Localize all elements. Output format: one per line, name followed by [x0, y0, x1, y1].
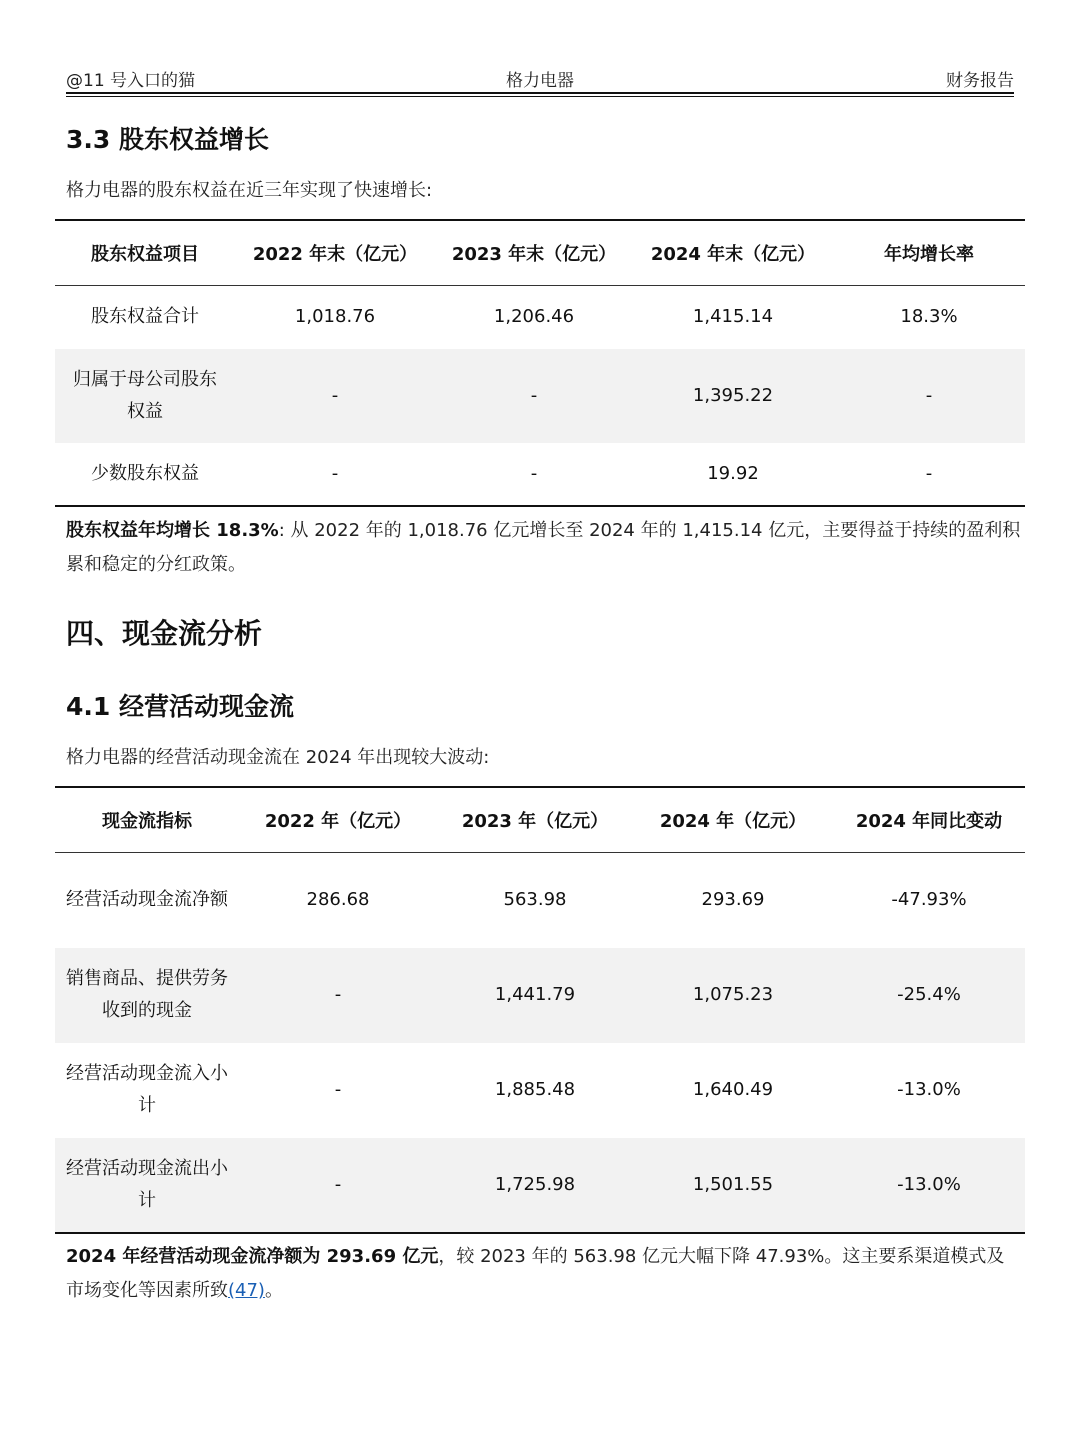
- cashflow-col-metric: 现金流指标: [55, 787, 239, 853]
- header-rule-thin: [66, 96, 1014, 97]
- table-cell: 1,885.48: [494, 1079, 576, 1100]
- table-row: [55, 1043, 1025, 1138]
- table-cell: 1,640.49: [692, 1079, 774, 1100]
- header-author: @11 号入口的猫: [66, 71, 196, 91]
- table-cell: 1,395.22: [633, 349, 833, 443]
- table-cell: 1,206.46: [493, 306, 575, 328]
- equity-col-2024: 2024 年末（亿元）: [633, 220, 833, 286]
- table-row: [55, 349, 1025, 443]
- table-cell: -: [235, 443, 435, 506]
- table-cell: 少数股东权益: [55, 443, 235, 506]
- table-cell: -: [334, 1079, 342, 1100]
- equity-table-header-row: [55, 220, 1025, 286]
- table-cell: -: [833, 443, 1025, 506]
- table-row: [55, 286, 1025, 349]
- table-row: [55, 853, 1025, 948]
- table-cell: 1,075.23: [633, 948, 833, 1043]
- table-cell: 1,018.76: [294, 306, 376, 328]
- table-cell: 563.98: [503, 889, 567, 911]
- equity-col-2023: 2023 年末（亿元）: [435, 220, 633, 286]
- equity-col-cagr: 年均增长率: [833, 220, 1025, 286]
- table-row: [55, 948, 1025, 1043]
- table-cell: 经营活动现金流入小计: [66, 1063, 228, 1116]
- table-cell: -: [435, 349, 633, 443]
- table-cell: -25.4%: [833, 948, 1025, 1043]
- header-rule-thick: [66, 92, 1014, 94]
- cashflow-summary-highlight: 2024 年经营活动现金流净额为 293.69 亿元: [66, 1246, 439, 1267]
- equity-summary-text: : 从 2022 年的 1,018.76 亿元增长至 2024 年的 1,415.14 亿元，主要得益于持续的盈利积累和稳定的分红政策。: [66, 520, 1021, 575]
- table-cell: 销售商品、提供劳务收到的现金: [55, 948, 239, 1043]
- equity-summary-paragraph: [66, 514, 1021, 582]
- cashflow-col-2023: 2023 年（亿元）: [437, 787, 633, 853]
- equity-table: [55, 219, 1025, 507]
- table-cell: 19.92: [633, 443, 833, 506]
- header-doc-type: 财务报告: [946, 71, 1014, 91]
- table-cell: -: [239, 1138, 437, 1233]
- table-cell: 1,501.55: [633, 1138, 833, 1233]
- equity-col-2022: 2022 年末（亿元）: [235, 220, 435, 286]
- table-cell: -: [239, 948, 437, 1043]
- table-cell: 经营活动现金流出小计: [55, 1138, 239, 1233]
- cashflow-summary-text: ，较 2023 年的 563.98 亿元大幅下降 47.93%。这主要系渠道模式及市场变化等因素所致: [66, 1246, 1005, 1301]
- table-row: [55, 443, 1025, 506]
- table-row: [55, 1138, 1025, 1233]
- cashflow-col-2024: 2024 年（亿元）: [633, 787, 833, 853]
- section-4-title: 四、现金流分析: [66, 617, 263, 650]
- section-3-3-title: 3.3 股东权益增长: [66, 125, 269, 154]
- page-header: [66, 66, 1014, 92]
- table-cell: 1,415.14: [692, 306, 774, 328]
- cashflow-col-2022: 2022 年（亿元）: [239, 787, 437, 853]
- cashflow-col-yoy: 2024 年同比变动: [833, 787, 1025, 853]
- table-cell: 1,725.98: [437, 1138, 633, 1233]
- table-cell: -13.0%: [897, 1079, 961, 1100]
- cashflow-table: [55, 786, 1025, 1234]
- table-cell: -13.0%: [833, 1138, 1025, 1233]
- table-cell: 1,441.79: [437, 948, 633, 1043]
- table-cell: 经营活动现金流净额: [66, 889, 228, 911]
- table-cell: 18.3%: [900, 306, 958, 328]
- section-4-1-title: 4.1 经营活动现金流: [66, 692, 294, 721]
- cashflow-summary-end: 。: [264, 1280, 283, 1301]
- table-cell: -: [833, 349, 1025, 443]
- citation-link[interactable]: (47): [228, 1280, 265, 1301]
- header-company: 格力电器: [506, 71, 574, 91]
- equity-summary-highlight: 股东权益年均增长 18.3%: [66, 520, 279, 541]
- table-cell: 286.68: [306, 889, 370, 911]
- equity-col-item: 股东权益项目: [55, 220, 235, 286]
- cashflow-table-header-row: [55, 787, 1025, 853]
- table-cell: -: [235, 349, 435, 443]
- table-cell: -47.93%: [891, 889, 967, 911]
- section-4-1-intro: 格力电器的经营活动现金流在 2024 年出现较大波动:: [66, 747, 490, 768]
- section-3-3-intro: 格力电器的股东权益在近三年实现了快速增长:: [66, 180, 433, 201]
- table-cell: 股东权益合计: [91, 306, 199, 328]
- cashflow-summary-paragraph: [66, 1240, 1021, 1308]
- table-cell: 293.69: [701, 889, 765, 911]
- table-cell: -: [435, 443, 633, 506]
- table-cell: 归属于母公司股东权益: [55, 349, 235, 443]
